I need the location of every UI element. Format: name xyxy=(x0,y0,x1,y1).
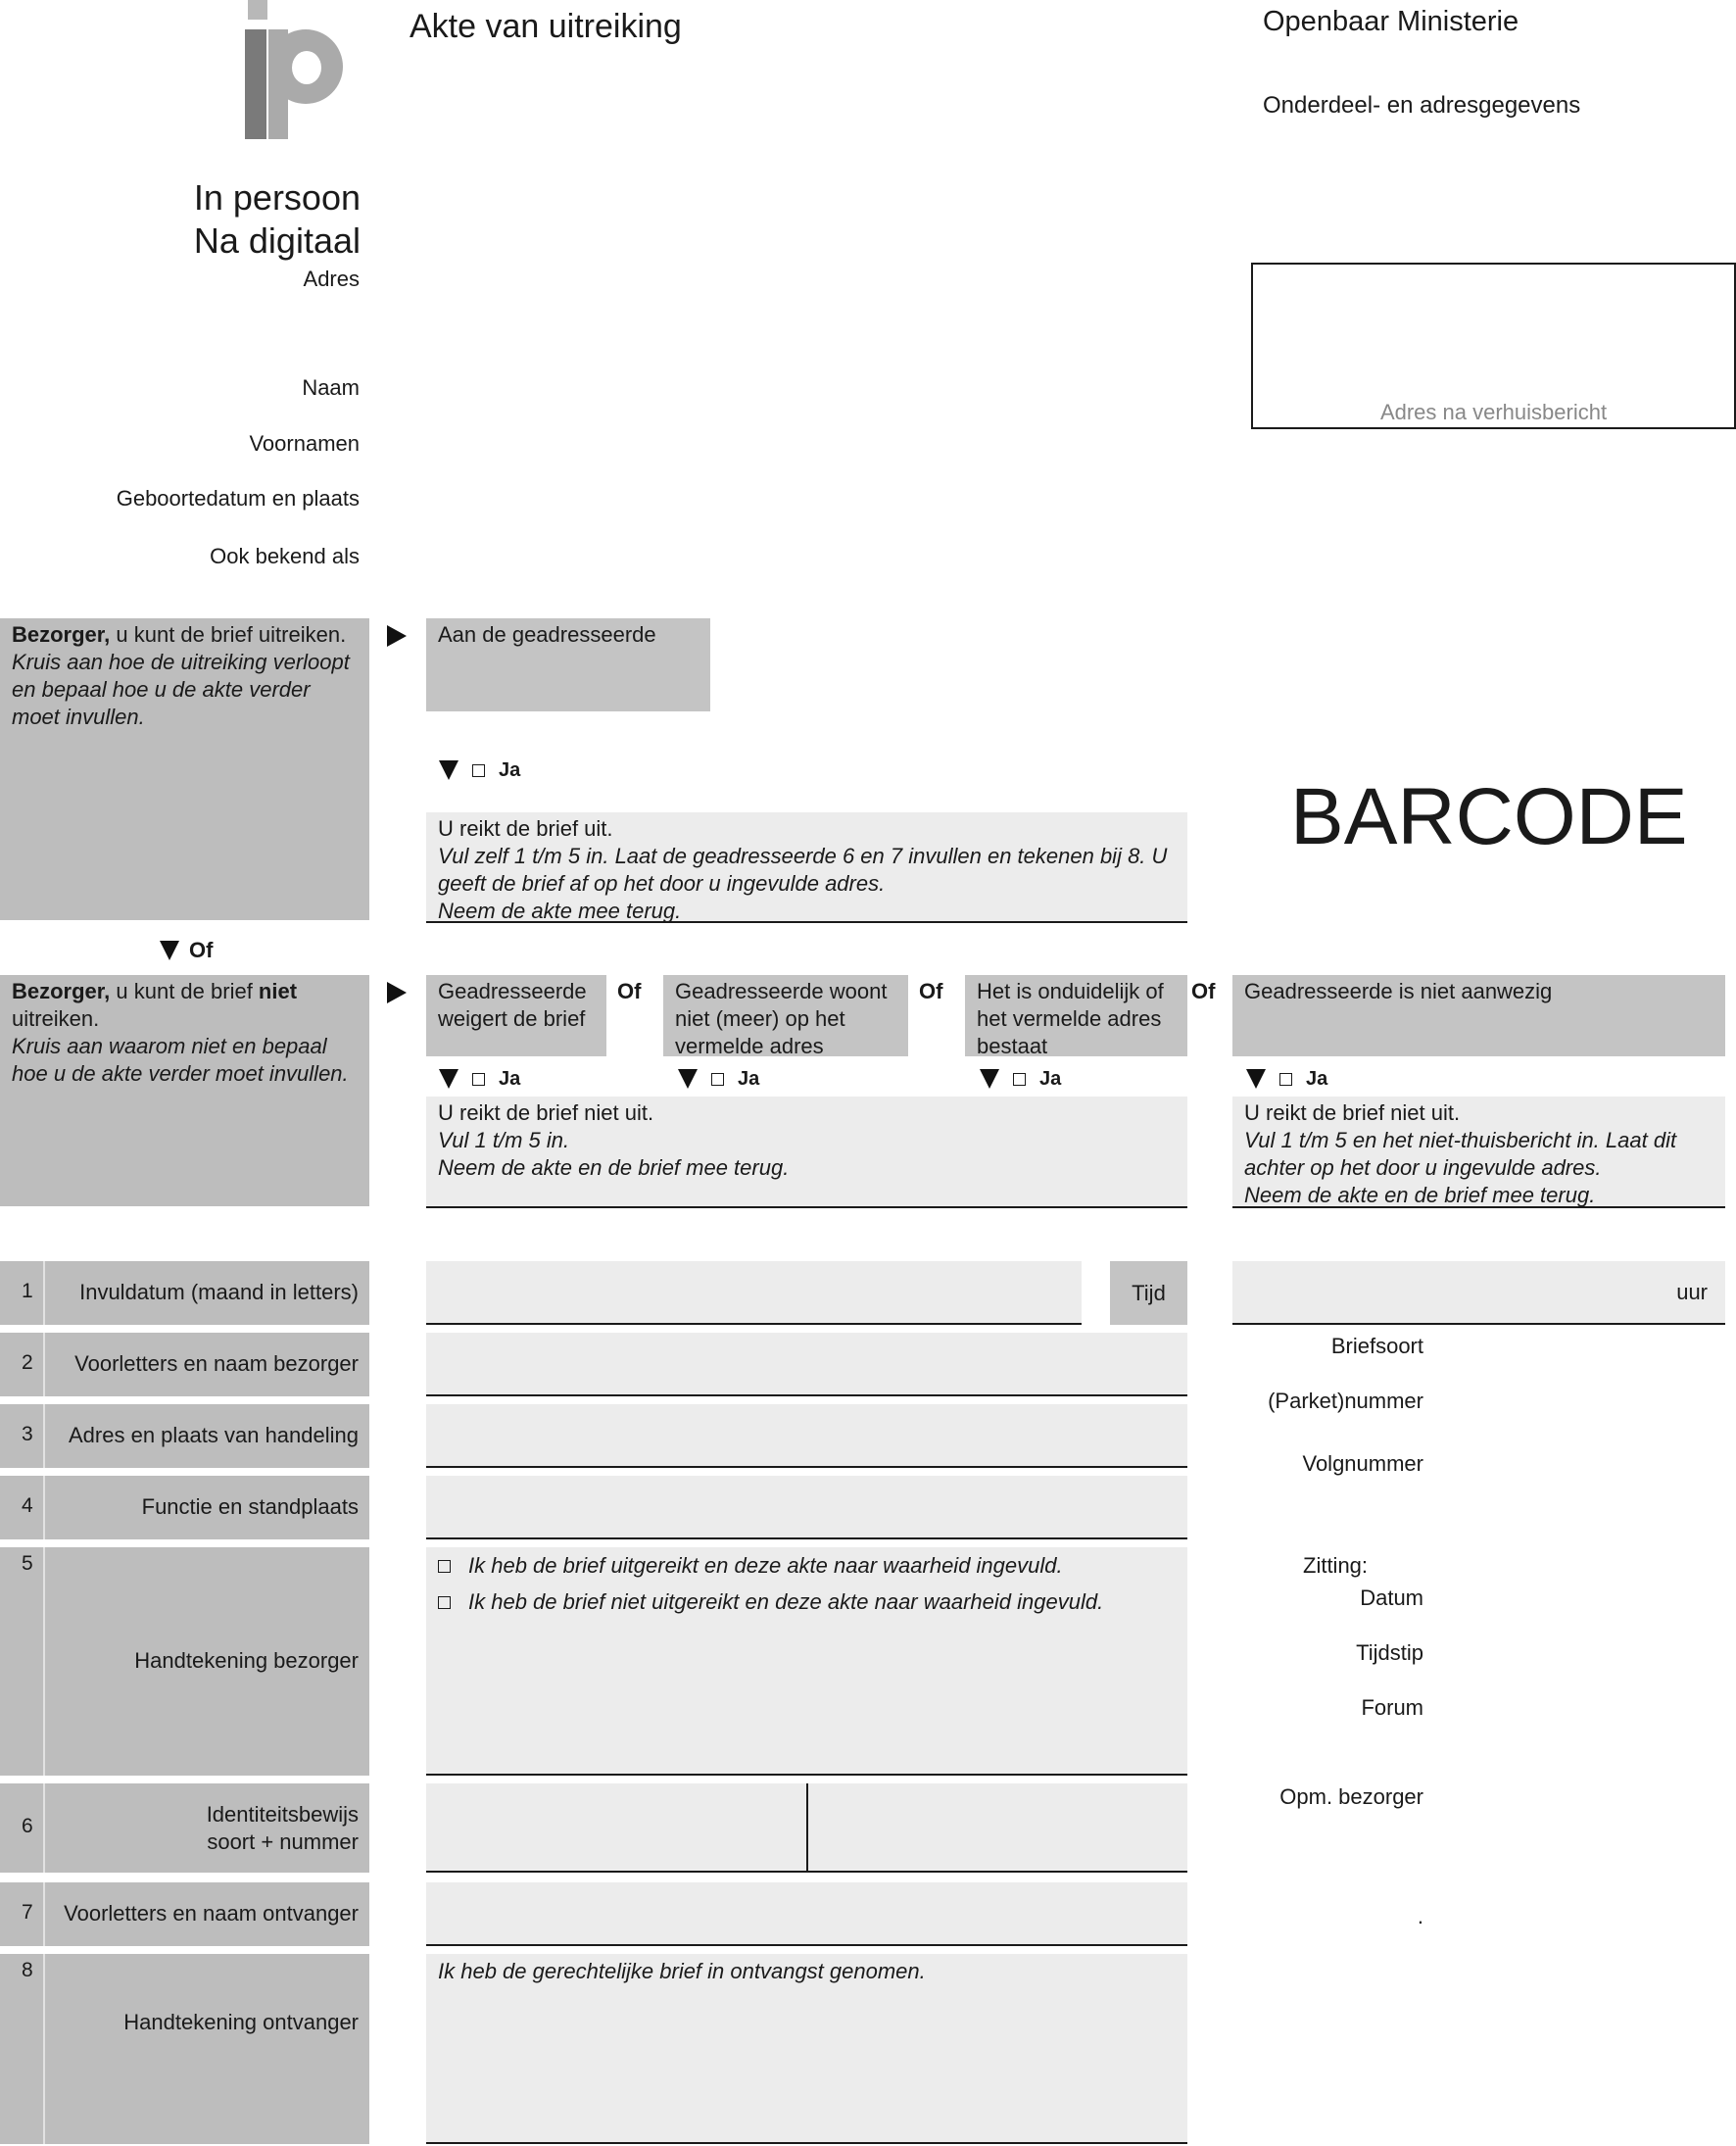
meta-opm-bezorger: Opm. bezorger xyxy=(1279,1784,1423,1809)
ip-logo xyxy=(235,0,353,147)
field-row-8 xyxy=(0,1954,369,2144)
triangle-down-icon xyxy=(439,1069,458,1089)
statement-receipt: Ik heb de gerechtelijke brief in ontvangst genomen. xyxy=(438,1959,926,1983)
section-b-result-1: U reikt de brief niet uit. Vul 1 t/m 5 in. Neem de akte en de brief mee terug. xyxy=(426,1097,1187,1208)
section-a-result: U reikt de brief uit. Vul zelf 1 t/m 5 in. Laat de geadresseerde 6 en 7 invullen en tekenen bij 8. U geeft de brief af op het door u ingevulde adres. Neem de akte mee terug. xyxy=(426,812,1187,923)
option-weigert: Geadresseerde weigert de brief xyxy=(426,975,606,1056)
meta-dot: . xyxy=(1417,1904,1423,1928)
field-number: 4 xyxy=(22,1494,33,1517)
option-b2-ja[interactable]: Ja xyxy=(678,1063,759,1095)
checkbox-not-given[interactable] xyxy=(438,1596,451,1609)
input-tijd[interactable] xyxy=(1232,1261,1725,1325)
mode-in-persoon: In persoon xyxy=(193,177,361,218)
meta-zitting: Zitting: xyxy=(1303,1553,1369,1578)
field-number: 6 xyxy=(22,1815,33,1837)
meta-parketnummer: (Parket)nummer xyxy=(1268,1389,1423,1413)
option-b3-ja[interactable]: Ja xyxy=(980,1063,1061,1095)
label-voornamen: Voornamen xyxy=(249,431,360,456)
of-separator: Of xyxy=(160,937,213,964)
label-adres: Adres xyxy=(303,267,360,291)
field-label: Handtekening bezorger xyxy=(134,1648,359,1673)
triangle-down-icon xyxy=(160,941,179,960)
field-number: 5 xyxy=(22,1552,33,1575)
field-row-1 xyxy=(0,1261,369,1325)
field-number: 7 xyxy=(22,1901,33,1924)
field-row-5 xyxy=(0,1547,369,1776)
field-label: Voorletters en naam ontvanger xyxy=(64,1901,359,1926)
field-row-3 xyxy=(0,1404,369,1468)
field-num-divider xyxy=(43,1954,45,2144)
option-woont-niet: Geadresseerde woont niet (meer) op het vermelde adres xyxy=(663,975,908,1056)
field-row-7 xyxy=(0,1882,369,1946)
section-b-result-2: U reikt de brief niet uit. Vul 1 t/m 5 en het niet-thuisbericht in. Laat dit achter op het door u ingevulde adres. Neem de akte en de brief mee terug. xyxy=(1232,1097,1725,1208)
forward-address-label: Adres na verhuisbericht xyxy=(1379,400,1608,424)
field-number: 1 xyxy=(22,1280,33,1302)
of-label: Of xyxy=(617,979,642,1003)
signature-bezorger-area[interactable] xyxy=(426,1547,1187,1776)
label-geboorte: Geboortedatum en plaats xyxy=(116,486,360,511)
triangle-down-icon xyxy=(678,1069,698,1089)
option-b1-ja[interactable]: Ja xyxy=(439,1063,520,1095)
meta-volgnummer: Volgnummer xyxy=(1302,1451,1423,1476)
tijd-label-box: Tijd xyxy=(1110,1261,1187,1325)
field-number: 8 xyxy=(22,1959,33,1981)
triangle-down-icon xyxy=(980,1069,999,1089)
checkbox-ja[interactable] xyxy=(472,1073,485,1086)
of-label: Of xyxy=(919,979,943,1003)
logo-bar xyxy=(248,0,267,20)
signature-ontvanger-area[interactable] xyxy=(426,1954,1187,2144)
triangle-down-icon xyxy=(439,760,458,780)
statement-not-given[interactable]: Ik heb de brief niet uitgereikt en deze akte naar waarheid ingevuld. xyxy=(438,1588,1103,1616)
label-naam: Naam xyxy=(302,375,360,400)
field-label: Invuldatum (maand in letters) xyxy=(79,1280,359,1304)
checkbox-given[interactable] xyxy=(438,1560,451,1573)
input-naam-bezorger[interactable] xyxy=(426,1333,1187,1396)
field-row-6 xyxy=(0,1783,369,1873)
field-number: 3 xyxy=(22,1423,33,1445)
logo-bar xyxy=(245,29,266,139)
meta-datum: Datum xyxy=(1360,1585,1423,1610)
arrow-right-icon xyxy=(387,625,407,647)
field-num-divider xyxy=(43,1783,45,1873)
checkbox-ja[interactable] xyxy=(1279,1073,1292,1086)
field-number: 2 xyxy=(22,1351,33,1374)
field-label: Functie en standplaats xyxy=(141,1494,359,1519)
label-alias: Ook bekend als xyxy=(210,544,360,568)
meta-briefsoort: Briefsoort xyxy=(1330,1334,1423,1358)
field-label: Identiteitsbewijs soort + nummer xyxy=(206,1802,359,1854)
meta-tijdstip: Tijdstip xyxy=(1356,1640,1423,1665)
section-a-instruction: Bezorger, u kunt de brief uitreiken. Kruis aan hoe de uitreiking verloopt en bepaal hoe u de akte verder moet invullen. xyxy=(0,618,369,920)
forward-address-box[interactable] xyxy=(1251,263,1736,429)
option-onduidelijk: Het is onduidelijk of het vermelde adres bestaat xyxy=(965,975,1187,1056)
option-a-ja[interactable]: Ja xyxy=(439,755,520,786)
input-adres-handeling[interactable] xyxy=(426,1404,1187,1468)
barcode-placeholder: BARCODE xyxy=(1290,772,1688,861)
checkbox-ja[interactable] xyxy=(711,1073,724,1086)
input-naam-ontvanger[interactable] xyxy=(426,1882,1187,1946)
input-id-nummer[interactable] xyxy=(808,1783,1187,1873)
meta-forum: Forum xyxy=(1361,1695,1423,1720)
section-b-instruction: Bezorger, u kunt de brief niet uitreiken. Kruis aan waarom niet en bepaal hoe u de akte verder moet invullen. xyxy=(0,975,369,1206)
field-label: Voorletters en naam bezorger xyxy=(74,1351,359,1376)
checkbox-ja[interactable] xyxy=(472,764,485,777)
field-label: Adres en plaats van handeling xyxy=(69,1423,359,1447)
input-invuldatum[interactable] xyxy=(426,1261,1082,1325)
option-b4-ja[interactable]: Ja xyxy=(1246,1063,1327,1095)
mode-na-digitaal: Na digitaal xyxy=(193,220,361,261)
input-functie[interactable] xyxy=(426,1476,1187,1539)
of-label: Of xyxy=(1191,979,1216,1003)
statement-given[interactable]: Ik heb de brief uitgereikt en deze akte naar waarheid ingevuld. xyxy=(438,1552,1063,1580)
uur-label: uur xyxy=(1676,1280,1708,1304)
checkbox-ja[interactable] xyxy=(1013,1073,1026,1086)
page-title: Akte van uitreiking xyxy=(410,8,682,45)
triangle-down-icon xyxy=(1246,1069,1266,1089)
field-row-2 xyxy=(0,1333,369,1396)
field-label: Handtekening ontvanger xyxy=(123,2010,359,2034)
org-name: Openbaar Ministerie xyxy=(1263,6,1519,37)
org-sub: Onderdeel- en adresgegevens xyxy=(1263,92,1581,119)
field-row-4 xyxy=(0,1476,369,1539)
option-niet-aanwezig: Geadresseerde is niet aanwezig xyxy=(1232,975,1725,1056)
input-id-soort[interactable] xyxy=(426,1783,806,1873)
arrow-right-icon xyxy=(387,982,407,1003)
logo-bowl-inner xyxy=(292,51,321,84)
option-aan-geadresseerde: Aan de geadresseerde xyxy=(426,618,710,711)
